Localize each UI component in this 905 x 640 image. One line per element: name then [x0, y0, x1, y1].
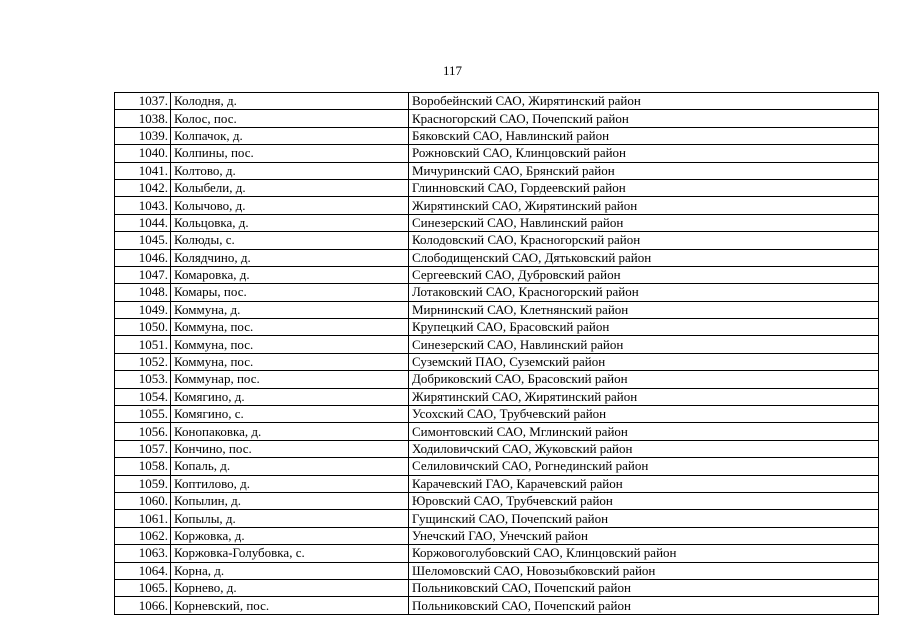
settlement-name: Конопаковка, д.: [171, 423, 409, 440]
administrative-district: Шеломовский САО, Новозыбковский район: [409, 562, 879, 579]
settlement-table: [114, 92, 879, 615]
table-row: [115, 510, 879, 527]
administrative-district: Слободищенский САО, Дятьковский район: [409, 249, 879, 266]
table-row: [115, 371, 879, 388]
row-number: 1058.: [115, 458, 171, 475]
row-number: 1053.: [115, 371, 171, 388]
settlement-name: Коммуна, д.: [171, 301, 409, 318]
administrative-district: Бяковский САО, Навлинский район: [409, 127, 879, 144]
settlement-name: Комягино, с.: [171, 406, 409, 423]
table-row: [115, 301, 879, 318]
settlement-name: Коржовка, д.: [171, 527, 409, 544]
settlement-name: Колыбели, д.: [171, 179, 409, 196]
administrative-district: Жирятинский САО, Жирятинский район: [409, 197, 879, 214]
administrative-district: Коржовоголубовский САО, Клинцовский район: [409, 545, 879, 562]
settlement-name: Коммунар, пос.: [171, 371, 409, 388]
administrative-district: Воробейнский САО, Жирятинский район: [409, 93, 879, 110]
table-row: [115, 579, 879, 596]
table-row: [115, 232, 879, 249]
settlement-name: Коммуна, пос.: [171, 336, 409, 353]
administrative-district: Крупецкий САО, Брасовский район: [409, 319, 879, 336]
settlement-name: Колычово, д.: [171, 197, 409, 214]
table-row: [115, 458, 879, 475]
row-number: 1050.: [115, 319, 171, 336]
table-row: [115, 127, 879, 144]
settlement-name: Кольцовка, д.: [171, 214, 409, 231]
settlement-name: Колос, пос.: [171, 110, 409, 127]
settlement-name: Корнево, д.: [171, 579, 409, 596]
row-number: 1057.: [115, 440, 171, 457]
row-number: 1061.: [115, 510, 171, 527]
settlement-name: Комары, пос.: [171, 284, 409, 301]
table-row: [115, 179, 879, 196]
row-number: 1038.: [115, 110, 171, 127]
row-number: 1064.: [115, 562, 171, 579]
table-row: [115, 336, 879, 353]
administrative-district: Симонтовский САО, Мглинский район: [409, 423, 879, 440]
administrative-district: Красногорский САО, Почепский район: [409, 110, 879, 127]
settlement-name: Коптилово, д.: [171, 475, 409, 492]
settlement-name: Колтово, д.: [171, 162, 409, 179]
table-row: [115, 388, 879, 405]
administrative-district: Польниковский САО, Почепский район: [409, 579, 879, 596]
table-row: [115, 475, 879, 492]
row-number: 1055.: [115, 406, 171, 423]
administrative-district: Гущинский САО, Почепский район: [409, 510, 879, 527]
table-row: [115, 214, 879, 231]
row-number: 1051.: [115, 336, 171, 353]
table-row: [115, 353, 879, 370]
administrative-district: Лотаковский САО, Красногорский район: [409, 284, 879, 301]
administrative-district: Селиловичский САО, Рогнединский район: [409, 458, 879, 475]
administrative-district: Глинновский САО, Гордеевский район: [409, 179, 879, 196]
settlement-name: Колядчино, д.: [171, 249, 409, 266]
row-number: 1045.: [115, 232, 171, 249]
administrative-district: Польниковский САО, Почепский район: [409, 597, 879, 614]
row-number: 1047.: [115, 266, 171, 283]
administrative-district: Добриковский САО, Брасовский район: [409, 371, 879, 388]
row-number: 1066.: [115, 597, 171, 614]
row-number: 1060.: [115, 492, 171, 509]
row-number: 1063.: [115, 545, 171, 562]
administrative-district: Жирятинский САО, Жирятинский район: [409, 388, 879, 405]
row-number: 1062.: [115, 527, 171, 544]
table-row: [115, 406, 879, 423]
table-row: [115, 527, 879, 544]
row-number: 1049.: [115, 301, 171, 318]
table-row: [115, 110, 879, 127]
row-number: 1065.: [115, 579, 171, 596]
settlement-name: Коржовка-Голубовка, с.: [171, 545, 409, 562]
settlement-name: Кончино, пос.: [171, 440, 409, 457]
administrative-district: Колодовский САО, Красногорский район: [409, 232, 879, 249]
administrative-district: Суземский ПАО, Суземский район: [409, 353, 879, 370]
administrative-district: Синезерский САО, Навлинский район: [409, 336, 879, 353]
row-number: 1037.: [115, 93, 171, 110]
row-number: 1043.: [115, 197, 171, 214]
settlement-name: Колюды, с.: [171, 232, 409, 249]
table-row: [115, 545, 879, 562]
administrative-district: Юровский САО, Трубчевский район: [409, 492, 879, 509]
table-row: [115, 319, 879, 336]
table-row: [115, 284, 879, 301]
page-number: 117: [442, 63, 463, 78]
settlement-name: Копылин, д.: [171, 492, 409, 509]
settlement-name: Копаль, д.: [171, 458, 409, 475]
row-number: 1039.: [115, 127, 171, 144]
administrative-district: Карачевский ГАО, Карачевский район: [409, 475, 879, 492]
settlement-name: Копылы, д.: [171, 510, 409, 527]
settlement-name: Корневский, пос.: [171, 597, 409, 614]
row-number: 1056.: [115, 423, 171, 440]
row-number: 1042.: [115, 179, 171, 196]
row-number: 1041.: [115, 162, 171, 179]
settlement-name: Колпачок, д.: [171, 127, 409, 144]
settlement-name: Колодня, д.: [171, 93, 409, 110]
settlement-name: Комягино, д.: [171, 388, 409, 405]
administrative-district: Ходиловичский САО, Жуковский район: [409, 440, 879, 457]
table-row: [115, 93, 879, 110]
table-row: [115, 249, 879, 266]
table-row: [115, 145, 879, 162]
row-number: 1048.: [115, 284, 171, 301]
table-row: [115, 266, 879, 283]
table-row: [115, 597, 879, 614]
administrative-district: Сергеевский САО, Дубровский район: [409, 266, 879, 283]
administrative-district: Усохский САО, Трубчевский район: [409, 406, 879, 423]
administrative-district: Мирнинский САО, Клетнянский район: [409, 301, 879, 318]
settlement-name: Комаровка, д.: [171, 266, 409, 283]
row-number: 1040.: [115, 145, 171, 162]
row-number: 1044.: [115, 214, 171, 231]
row-number: 1046.: [115, 249, 171, 266]
table-row: [115, 562, 879, 579]
row-number: 1054.: [115, 388, 171, 405]
row-number: 1052.: [115, 353, 171, 370]
administrative-district: Рожновский САО, Клинцовский район: [409, 145, 879, 162]
administrative-district: Мичуринский САО, Брянский район: [409, 162, 879, 179]
row-number: 1059.: [115, 475, 171, 492]
table-row: [115, 492, 879, 509]
settlement-name: Коммуна, пос.: [171, 353, 409, 370]
administrative-district: Синезерский САО, Навлинский район: [409, 214, 879, 231]
table-row: [115, 162, 879, 179]
settlement-table-body: [115, 93, 879, 615]
table-row: [115, 440, 879, 457]
settlement-name: Корна, д.: [171, 562, 409, 579]
settlement-name: Коммуна, пос.: [171, 319, 409, 336]
table-row: [115, 197, 879, 214]
administrative-district: Унечский ГАО, Унечский район: [409, 527, 879, 544]
table-row: [115, 423, 879, 440]
settlement-name: Колпины, пос.: [171, 145, 409, 162]
